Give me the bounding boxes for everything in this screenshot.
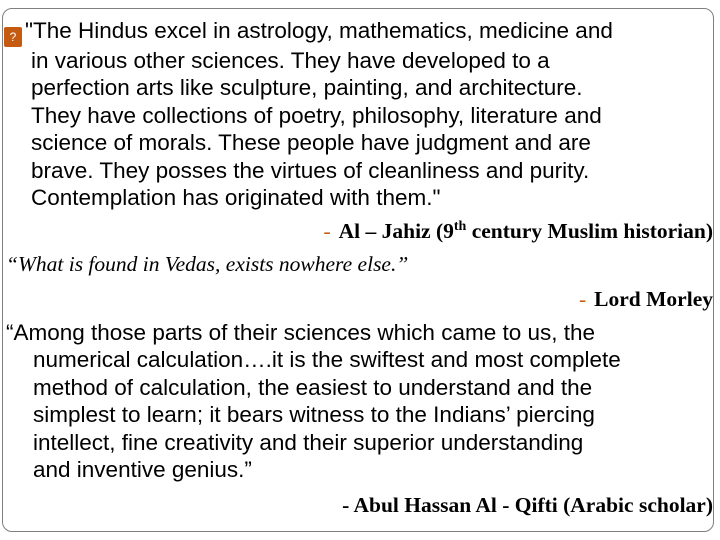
missing-glyph-icon: ? xyxy=(4,27,22,47)
quote-numerical-calculation xyxy=(6,319,718,483)
quote-line: simplest to learn; it bears witness to the Indians’ piercing xyxy=(33,402,595,428)
quote-line: ? "The Hindus excel in astrology, mathematics, medicine and xyxy=(4,17,716,47)
quote-line: They have collections of poetry, philosophy, literature and xyxy=(31,102,602,128)
quote-line: and inventive genius.” xyxy=(33,457,252,483)
attribution-dash: - xyxy=(579,287,587,311)
quote-vedas: “What is found in Vedas, exists nowhere else.” xyxy=(6,252,409,276)
attribution-text: Lord Morley xyxy=(594,287,713,311)
quote-line: perfection arts like sculpture, painting, and architecture. xyxy=(31,75,583,101)
attribution-text: century Muslim historian) xyxy=(466,219,713,243)
attribution-lord-morley xyxy=(579,287,713,312)
ordinal-suffix: th xyxy=(453,218,467,234)
quote-line: science of morals. These people have judgment and are xyxy=(31,130,591,156)
attribution-al-qifti: - Abul Hassan Al - Qifti (Arabic scholar) xyxy=(342,493,713,517)
attribution-al-jahiz xyxy=(323,219,713,244)
quote-line: brave. They posses the virtues of cleanliness and purity. xyxy=(31,157,590,183)
quote-hindus-excel xyxy=(4,17,716,211)
quote-line: Contemplation has originated with them." xyxy=(31,185,441,211)
quote-line: numerical calculation….it is the swiftest and most complete xyxy=(33,347,621,373)
quote-line: intellect, fine creativity and their superior understanding xyxy=(33,429,584,455)
quote-line: “Among those parts of their sciences which came to us, the xyxy=(6,320,596,345)
quote-line: method of calculation, the easiest to understand and the xyxy=(33,374,593,400)
quote-line: in various other sciences. They have developed to a xyxy=(31,48,550,73)
attribution-text: Al – Jahiz (9 xyxy=(338,219,454,243)
attribution-dash: - xyxy=(323,219,331,243)
